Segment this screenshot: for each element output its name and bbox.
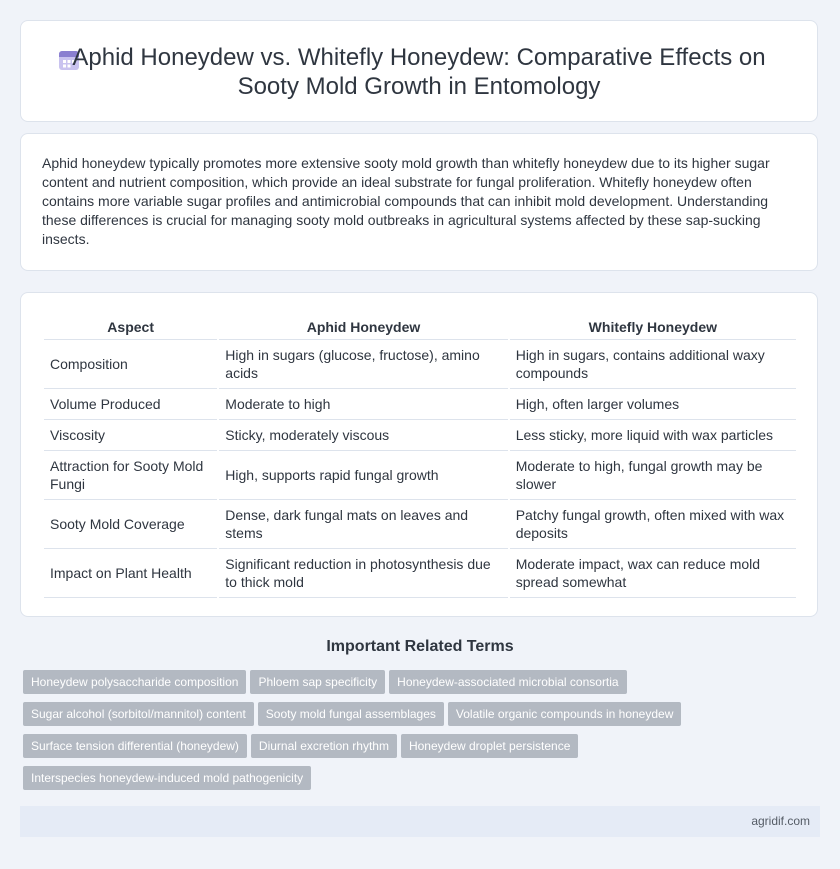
intro-card — [20, 133, 818, 271]
related-terms-list — [23, 670, 813, 798]
column-header-aphid: Aphid Honeydew — [219, 317, 507, 340]
whitefly-cell: Patchy fungal growth, often mixed with wax deposits — [510, 500, 796, 549]
table-row — [44, 340, 796, 389]
column-header-aspect: Aspect — [44, 317, 217, 340]
aspect-cell: Volume Produced — [44, 389, 217, 420]
aspect-cell: Sooty Mold Coverage — [44, 500, 217, 549]
aspect-cell: Composition — [44, 340, 217, 389]
aphid-cell: Sticky, moderately viscous — [219, 420, 507, 451]
related-terms-title: Important Related Terms — [326, 638, 514, 655]
whitefly-cell: Moderate impact, wax can reduce mold spread somewhat — [510, 549, 796, 598]
aspect-cell: Impact on Plant Health — [44, 549, 217, 598]
related-term-tag[interactable]: Sugar alcohol (sorbitol/mannitol) content — [23, 702, 254, 726]
whitefly-cell: Less sticky, more liquid with wax particles — [510, 420, 796, 451]
table-header-row — [44, 317, 796, 340]
related-term-tag[interactable]: Sooty mold fungal assemblages — [258, 702, 444, 726]
related-term-tag[interactable]: Diurnal excretion rhythm — [251, 734, 397, 758]
related-term-tag[interactable]: Surface tension differential (honeydew) — [23, 734, 247, 758]
related-term-tag[interactable]: Interspecies honeydew-induced mold pathogenicity — [23, 766, 311, 790]
table-row — [44, 549, 796, 598]
table-row — [44, 420, 796, 451]
footer — [20, 806, 820, 837]
aphid-cell: High in sugars (glucose, fructose), amino acids — [219, 340, 507, 389]
footer-site-link[interactable]: agridif.com — [751, 814, 810, 828]
page-title: Aphid Honeydew vs. Whitefly Honeydew: Comparative Effects on Sooty Mold Growth in Entomology — [72, 44, 766, 100]
aphid-cell: High, supports rapid fungal growth — [219, 451, 507, 500]
whitefly-cell: High in sugars, contains additional waxy compounds — [510, 340, 796, 389]
related-term-tag[interactable]: Honeydew-associated microbial consortia — [389, 670, 626, 694]
intro-paragraph: Aphid honeydew typically promotes more extensive sooty mold growth than whitefly honeydew due to its higher sugar content and nutrient composition, which provide an ideal substrate for fungal proliferation. Whitefly honeydew often contains more variable sugar profiles and antimicrobial compounds that can inhibit mold development. Understanding these differences is crucial for managing sooty mold outbreaks in agricultural systems affected by these sap-sucking insects. — [42, 155, 770, 247]
related-term-tag[interactable]: Honeydew polysaccharide composition — [23, 670, 246, 694]
aspect-cell: Viscosity — [44, 420, 217, 451]
comparison-table-card — [20, 292, 818, 617]
comparison-table — [42, 317, 798, 598]
whitefly-cell: High, often larger volumes — [510, 389, 796, 420]
whitefly-cell: Moderate to high, fungal growth may be slower — [510, 451, 796, 500]
header-card — [20, 20, 818, 122]
column-header-whitefly: Whitefly Honeydew — [510, 317, 796, 340]
table-row — [44, 389, 796, 420]
related-term-tag[interactable]: Phloem sap specificity — [250, 670, 385, 694]
aphid-cell: Significant reduction in photosynthesis due to thick mold — [219, 549, 507, 598]
related-term-tag[interactable]: Volatile organic compounds in honeydew — [448, 702, 681, 726]
aspect-cell: Attraction for Sooty Mold Fungi — [44, 451, 217, 500]
related-term-tag[interactable]: Honeydew droplet persistence — [401, 734, 578, 758]
aphid-cell: Dense, dark fungal mats on leaves and stems — [219, 500, 507, 549]
table-row — [44, 500, 796, 549]
aphid-cell: Moderate to high — [219, 389, 507, 420]
table-row — [44, 451, 796, 500]
